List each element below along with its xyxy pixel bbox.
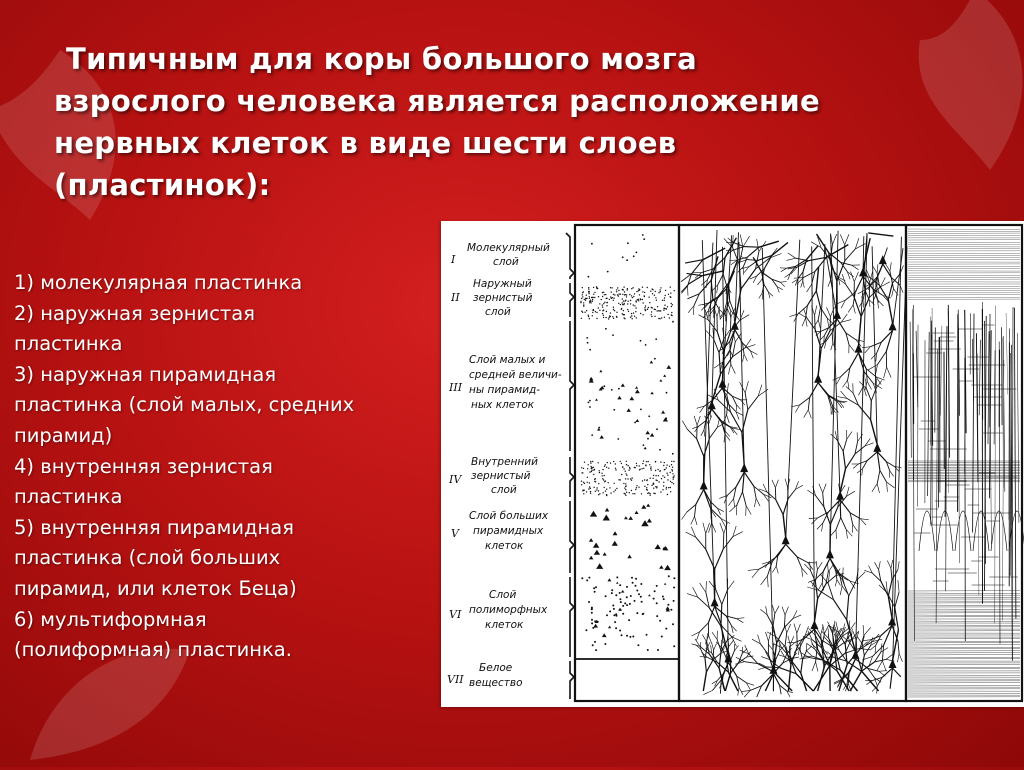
list-item-text: 5) внутренняя пирамидная [14,513,454,544]
layer-numeral: VII [447,673,464,686]
layer-label: зернистый [471,470,531,482]
layer-numeral: I [450,253,456,266]
layer-label: Внутренний [471,456,538,468]
title-line: нервных клеток в виде шести слоев [54,122,984,164]
list-item-text: 4) внутренняя зернистая [14,452,454,483]
title-line: Типичным для коры большого мозга [54,38,984,80]
list-item-text: (полиформная) пластинка. [14,635,454,666]
layer-label: Наружный [473,278,532,290]
list-item [14,452,454,513]
list-item-text: 6) мультиформная [14,605,454,636]
layer-numeral: VI [449,608,462,621]
layer-label: Слой малых и [469,354,546,366]
cell-body-column [580,234,675,651]
layer-label: Слой больших [469,510,549,522]
cortex-layers-figure [441,221,1024,707]
list-item [14,605,454,666]
layer-label: Белое [479,662,512,674]
list-item-text: пластинка [14,482,454,513]
layer-brackets [566,233,574,699]
slide-title [54,38,984,206]
layer-label: ных клеток [471,399,535,411]
list-item-text: 3) наружная пирамидная [14,360,454,391]
neuron-column [681,230,907,697]
layer-label: вещество [469,677,523,689]
layer-label: средней величи- [469,369,562,381]
cortex-diagram [441,221,1024,707]
layer-label: Молекулярный [467,242,550,254]
list-item [14,513,454,605]
list-item [14,360,454,452]
list-item [14,268,454,299]
list-item-text: пирамид) [14,421,454,452]
list-item-text: пирамид, или клеток Беца) [14,574,454,605]
layer-label: слой [491,484,517,496]
layer-label: пирамидных [473,525,544,537]
layer-label: зернистый [473,292,533,304]
list-item-text: 1) молекулярная пластинка [14,268,454,299]
list-item-text: пластинка (слой малых, средних [14,390,454,421]
layer-label: клеток [485,619,524,631]
layer-numeral: II [450,291,460,304]
layer-label: полиморфных [469,604,548,616]
fiber-column [908,229,1024,697]
list-item-text: пластинка (слой больших [14,543,454,574]
layer-numeral: III [448,381,463,394]
list-item-text: 2) наружная зернистая [14,299,454,330]
layer-numeral: V [451,527,460,540]
layer-label: слой [485,306,511,318]
layer-list [14,268,454,666]
list-item-text: пластинка [14,329,454,360]
layer-label: Слой [489,589,516,601]
layer-numeral: IV [448,473,462,486]
title-line: взрослого человека является расположение [54,80,984,122]
title-line: (пластинок): [54,164,984,206]
layer-label: слой [493,256,519,268]
list-item [14,299,454,360]
layer-label: ны пирамид- [469,384,540,396]
layer-label: клеток [485,540,524,552]
